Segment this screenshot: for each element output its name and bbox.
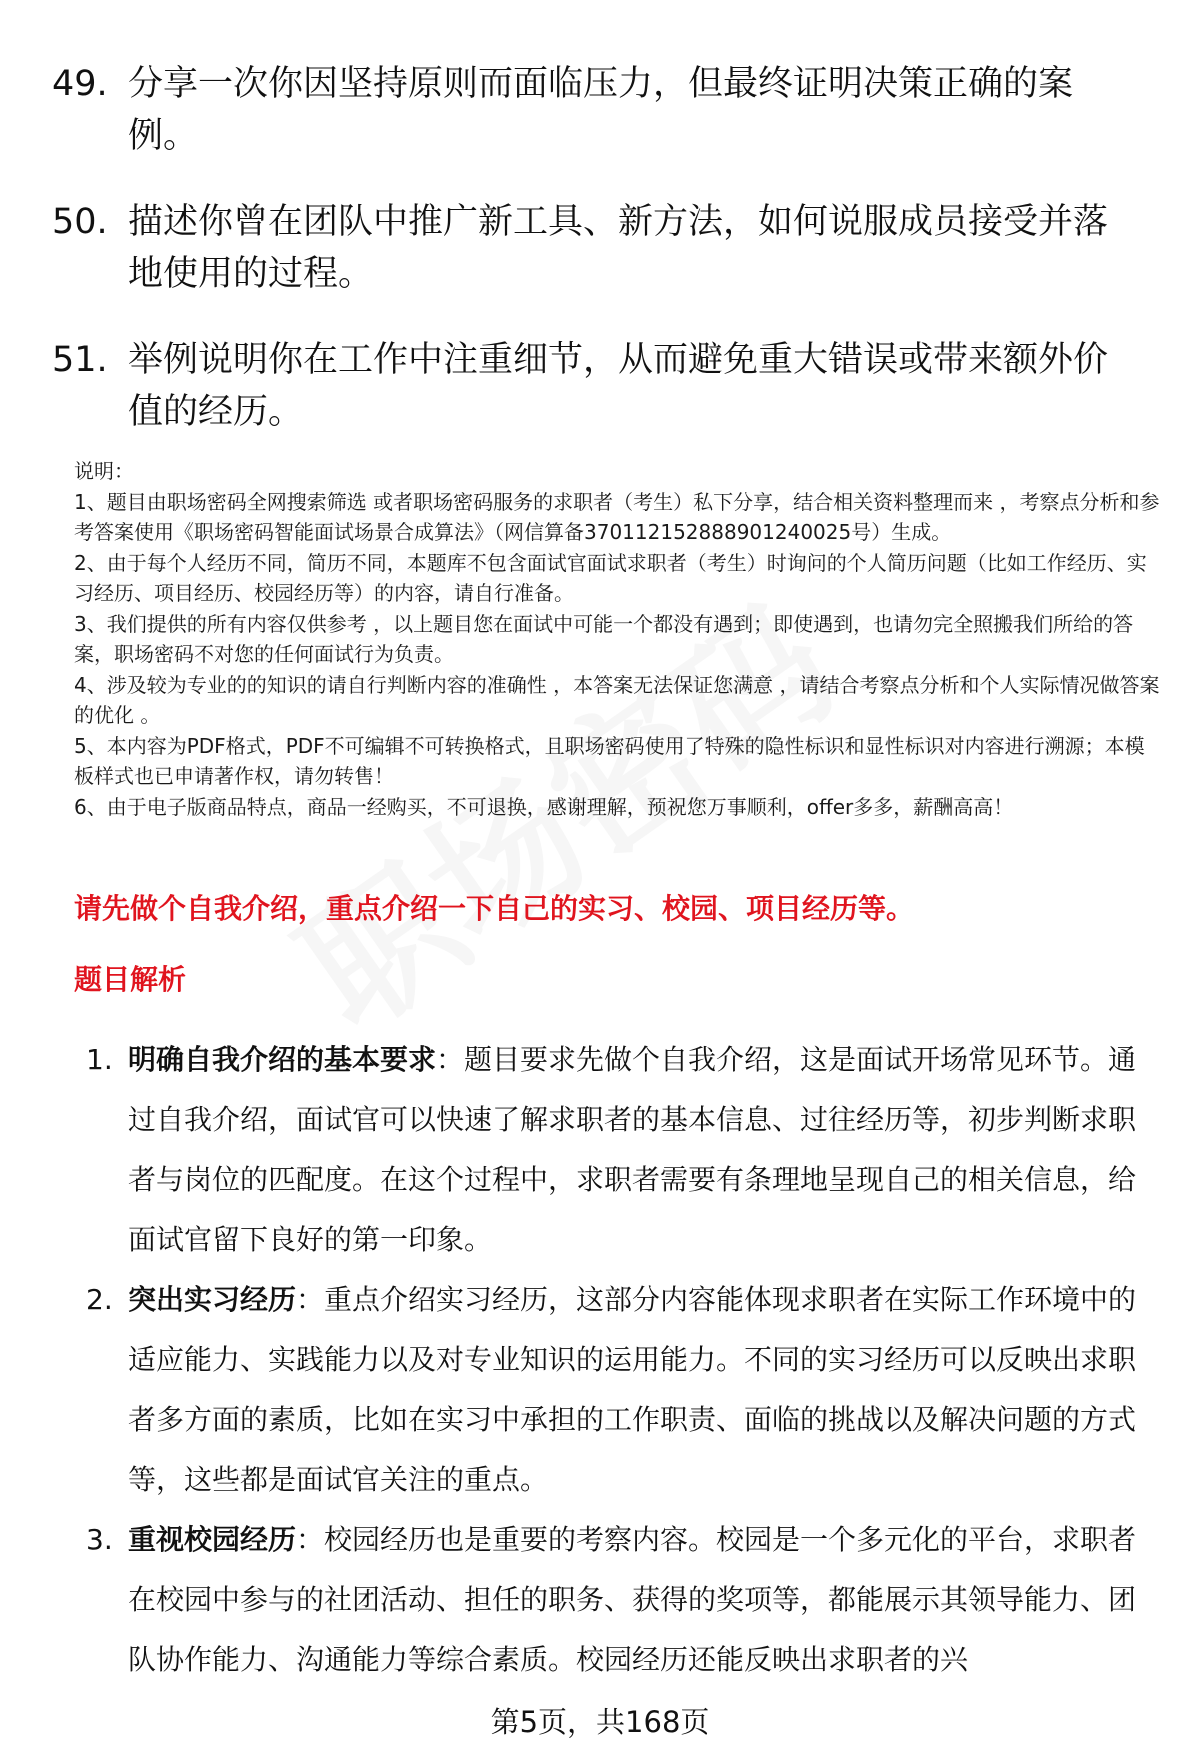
analysis-item	[0, 1270, 1200, 1510]
question-text: 分享一次你因坚持原则而面临压力，但最终证明决策正确的案例。	[128, 64, 1074, 156]
analysis-number: 1.	[86, 1043, 113, 1076]
question-number: 50.	[52, 202, 108, 242]
note-item: 4、涉及较为专业的的知识的请自行判断内容的准确性 ，本答案无法保证您满意 ，请结合考察点分析和个人实际情况做答案的优化 。	[74, 672, 1160, 727]
note-item: 3、我们提供的所有内容仅供参考 ，以上题目您在面试中可能一个都没有遇到；即使遇到，也请勿完全照搬我们所给的答案，职场密码不对您的任何面试行为负责。	[74, 611, 1134, 666]
question-text: 举例说明你在工作中注重细节，从而避免重大错误或带来额外价值的经历。	[128, 340, 1109, 432]
note-item: 2、由于每个人经历不同，简历不同，本题库不包含面试官面试求职者（考生）时询问的个人简历问题（比如工作经历、实习经历、项目经历、校园经历等）的内容，请自行准备。	[74, 550, 1147, 605]
question-number: 51.	[52, 340, 108, 380]
section-title: 题目解析	[74, 963, 187, 996]
page-footer: 第5页，共168页	[490, 1705, 710, 1739]
analysis-text: ：校园经历也是重要的考察内容。校园是一个多元化的平台，求职者在校园中参与的社团活动、担任的职务、获得的奖项等，都能展示其领导能力、团队协作能力、沟通能力等综合素质。校园经历还能反映出求职者的兴	[128, 1523, 1137, 1676]
question-text: 描述你曾在团队中推广新工具、新方法，如何说服成员接受并落地使用的过程。	[128, 202, 1109, 294]
analysis-list	[0, 1030, 1200, 1690]
analysis-text: ：重点介绍实习经历，这部分内容能体现求职者在实际工作环境中的适应能力、实践能力以及对专业知识的运用能力。不同的实习经历可以反映出求职者多方面的素质，比如在实习中承担的工作职责、面临的挑战以及解决问题的方式等，这些都是面试官关注的重点。	[128, 1283, 1137, 1496]
analysis-item	[0, 1030, 1200, 1270]
note-item: 6、由于电子版商品特点，商品一经购买，不可退换，感谢理解，预祝您万事顺利，offer多多，薪酬高高！	[74, 794, 1014, 819]
note-item: 1、题目由职场密码全网搜索筛选 或者职场密码服务的求职者（考生）私下分享，结合相关资料整理而来 ，考察点分析和参考答案使用《职场密码智能面试场景合成算法》（网信算备370112152888901240025号）生成。	[74, 489, 1160, 544]
analysis-number: 3.	[86, 1523, 113, 1556]
question-item	[0, 196, 1200, 300]
question-item	[0, 334, 1200, 438]
question-list	[0, 58, 1200, 472]
interview-prompt: 请先做个自我介绍，重点介绍一下自己的实习、校园、项目经历等。	[74, 892, 915, 925]
analysis-item	[0, 1510, 1200, 1690]
notes-block	[74, 456, 1164, 822]
notes-title: 说明：	[74, 459, 134, 483]
note-item: 5、本内容为PDF格式，PDF不可编辑不可转换格式，且职场密码使用了特殊的隐性标识和显性标识对内容进行溯源；本模板样式也已申请著作权，请勿转售！	[74, 733, 1145, 788]
analysis-number: 2.	[86, 1283, 113, 1316]
analysis-title: 突出实习经历	[128, 1283, 297, 1316]
question-item	[0, 58, 1200, 162]
analysis-text: ：题目要求先做个自我介绍，这是面试开场常见环节。通过自我介绍，面试官可以快速了解求职者的基本信息、过往经历等，初步判断求职者与岗位的匹配度。在这个过程中，求职者需要有条理地呈现自己的相关信息，给面试官留下良好的第一印象。	[128, 1043, 1137, 1256]
analysis-title: 重视校园经历	[128, 1523, 297, 1556]
question-number: 49.	[52, 64, 108, 104]
analysis-title: 明确自我介绍的基本要求	[128, 1043, 437, 1076]
